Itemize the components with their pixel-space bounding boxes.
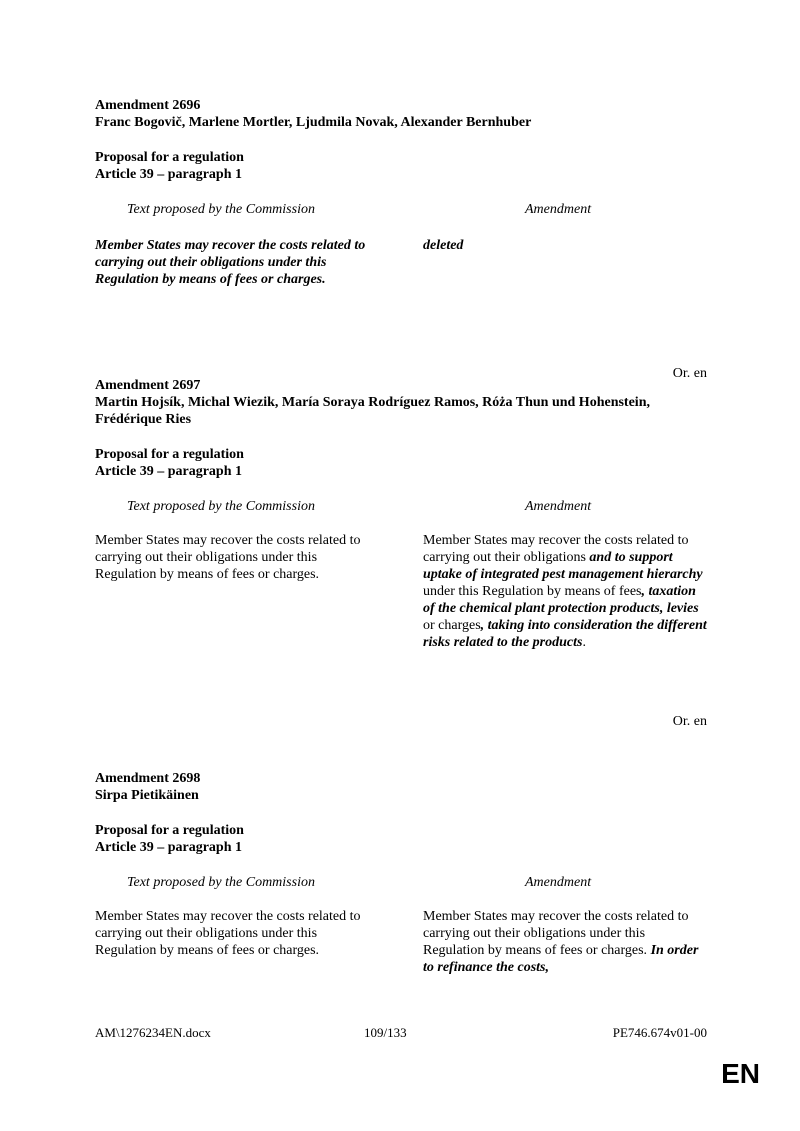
- amendment-number: Amendment 2696: [95, 98, 201, 113]
- commission-text: Member States may recover the costs related to carrying out their obligations under this Regulation by means of fees or charges.: [95, 238, 366, 287]
- original-language: Or. en: [672, 714, 707, 729]
- commission-text-heading: Text proposed by the Commission: [127, 875, 315, 890]
- amendment-2698: [95, 770, 707, 988]
- commission-text-heading: Text proposed by the Commission: [127, 499, 315, 514]
- amendment-2697: [95, 377, 707, 732]
- amendment-heading: Amendment: [525, 202, 592, 217]
- proposal-title: Proposal for a regulation: [95, 823, 244, 838]
- amendment-number: Amendment 2697: [95, 378, 201, 393]
- original-language: Or. en: [672, 366, 707, 381]
- amendment-text: Member States may recover the costs related to carrying out their obligations and to support uptake of integrated pest management hierarchy under this Regulation by means of fees, taxation of the chemical plant protection products, levies or charges, taking into consideration the different risks related to the products.: [423, 533, 707, 650]
- amendment-authors: Sirpa Pietikäinen: [95, 788, 199, 803]
- proposal-title: Proposal for a regulation: [95, 447, 244, 462]
- amendment-text: deleted: [423, 238, 464, 253]
- amendment-heading: Amendment: [525, 875, 592, 890]
- commission-text-heading: Text proposed by the Commission: [127, 202, 315, 217]
- amendment-number: Amendment 2698: [95, 771, 201, 786]
- commission-text: Member States may recover the costs related to carrying out their obligations under this Regulation by means of fees or charges.: [95, 909, 361, 958]
- amendment-heading: Amendment: [525, 499, 592, 514]
- pe-reference: PE746.674v01-00: [612, 1025, 707, 1040]
- document-reference: AM\1276234EN.docx: [95, 1025, 211, 1040]
- article-ref: Article 39 – paragraph 1: [95, 167, 242, 182]
- page-number: 109/133: [364, 1025, 407, 1040]
- proposal-title: Proposal for a regulation: [95, 150, 244, 165]
- page-footer: [95, 1024, 707, 1041]
- amendment-text: Member States may recover the costs related to carrying out their obligations under this Regulation by means of fees or charges. In order to refinance the costs,: [423, 909, 699, 975]
- amendment-authors: Martin Hojsík, Michal Wiezik, María Soraya Rodríguez Ramos, Róża Thun und Hohenstein, Frédérique Ries: [95, 395, 650, 427]
- article-ref: Article 39 – paragraph 1: [95, 464, 242, 479]
- commission-text: Member States may recover the costs related to carrying out their obligations under this Regulation by means of fees or charges.: [95, 533, 361, 582]
- language-badge: EN: [721, 1058, 760, 1089]
- amendment-2696: [95, 97, 707, 381]
- amendment-authors: Franc Bogovič, Marlene Mortler, Ljudmila Novak, Alexander Bernhuber: [95, 115, 532, 130]
- article-ref: Article 39 – paragraph 1: [95, 840, 242, 855]
